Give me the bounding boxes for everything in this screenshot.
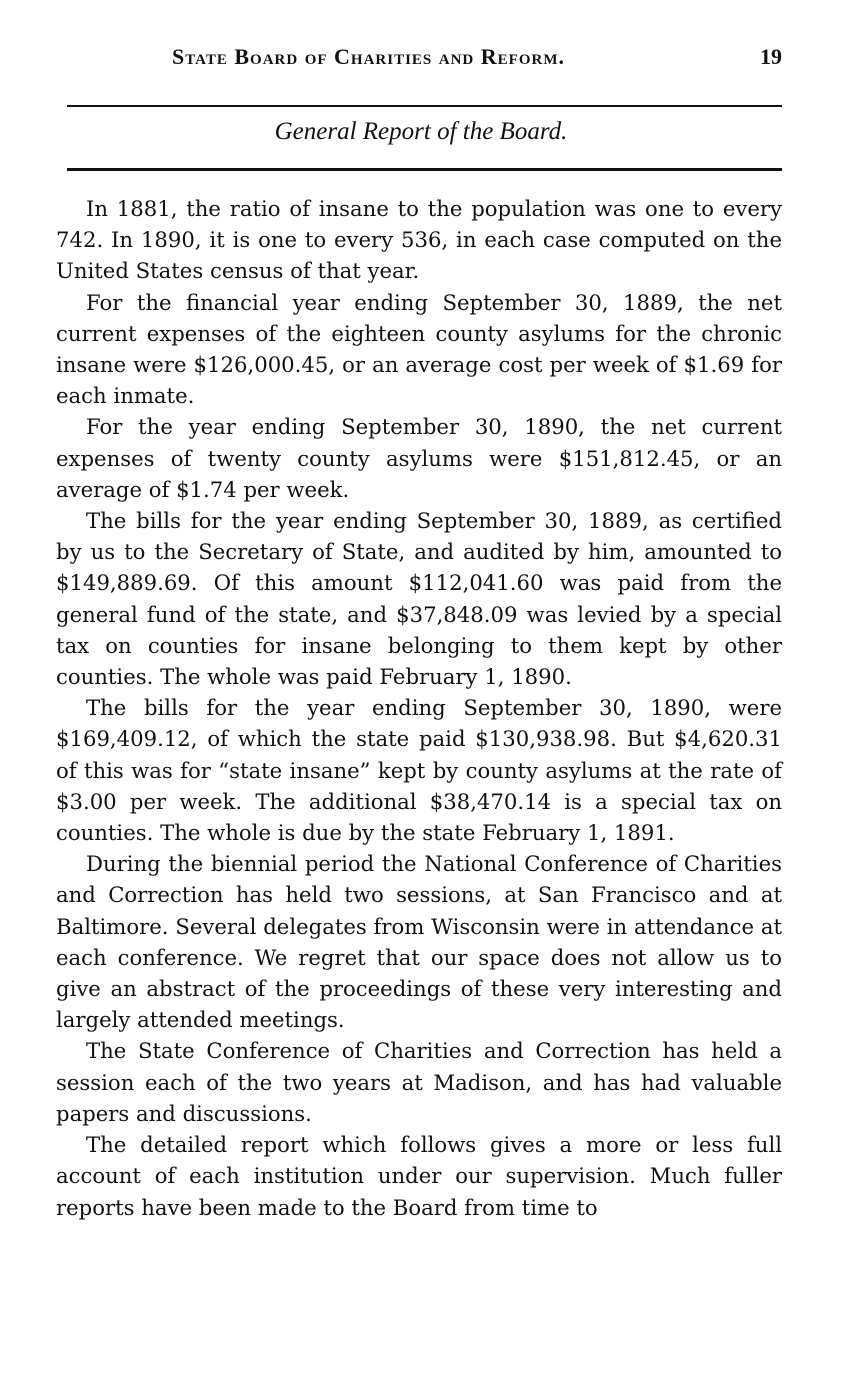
paragraph-national-conference: During the biennial period the National Conference of Charities and Correction has held two sessions, at San Francisco and at Baltimore. Several delegates from Wisconsin were in attendance at each conference. We regret that our space does not allow us to give an abstract of the proceedings of these very interesting and largely attended meetings. xyxy=(56,851,782,1033)
paragraph-expenses-1890: For the year ending September 30, 1890, the net current expenses of twenty county asylums were $151,812.45, or an average of $1.74 per week. xyxy=(56,414,782,502)
paragraph-bills-1889: The bills for the year ending September 30, 1889, as certified by us to the Secretary of State, and audited by him, amounted to $149,889.69. Of this amount $112,041.60 was paid from the general fund of the state, and $37,848.09 was levied by a special tax on counties for insane belonging to them kept by other counties. The whole was paid February 1, 1890. xyxy=(56,508,782,690)
paragraph-bills-1890: The bills for the year ending September 30, 1890, were $169,409.12, of which the state paid $130,938.98. But $4,620.31 of this was for “state insane” kept by county asylums at the rate of $3.00 per week. The additional $38,470.14 is a special tax on counties. The whole is due by the state February 1, 1891. xyxy=(56,695,782,846)
paragraph-expenses-1889: For the financial year ending September 30, 1889, the net current expenses of the eighteen county asylums for the chronic insane were $126,000.45, or an average cost per week of $1.69 for each inmate. xyxy=(56,289,782,409)
running-title: State Board of Charities and Reform. xyxy=(172,44,565,69)
top-rule xyxy=(67,105,782,107)
bottom-rule xyxy=(67,168,782,171)
paragraph-detailed-report: The detailed report which follows gives a more or less full account of each institution under our supervision. Much fuller reports have been made to the Board from time to xyxy=(56,1132,782,1220)
body-text xyxy=(56,193,782,1223)
page-number: 19 xyxy=(760,44,782,69)
paragraph-insane-ratio: In 1881, the ratio of insane to the population was one to every 742. In 1890, it is one to every 536, in each case computed on the United States census of that year. xyxy=(56,196,782,284)
running-head xyxy=(60,44,782,76)
paragraph-state-conference: The State Conference of Charities and Correction has held a session each of the two years at Madison, and has had valuable papers and discussions. xyxy=(56,1038,782,1126)
section-heading: General Report of the Board. xyxy=(274,118,568,145)
